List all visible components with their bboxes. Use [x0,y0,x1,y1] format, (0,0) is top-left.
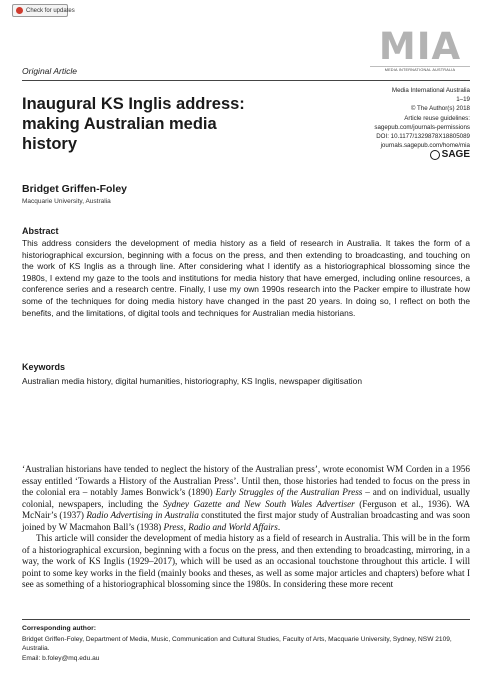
cited-title: Sydney Gazette and New South Wales Advertiser [162,498,355,509]
body-text: (Ferguson et al., 1936). WA McNair’s (1937) [22,498,470,520]
updates-label: Check for updates [26,7,75,14]
page-range: 1–19 [456,96,470,104]
check-for-updates-badge[interactable] [12,4,75,17]
article-body [22,464,470,591]
cited-title: Press, Radio and World Affairs [163,521,278,532]
correspondence-details [22,635,470,663]
cited-title: Radio Advertising in Australia [86,510,199,520]
author-affiliation: Macquarie University, Australia [22,198,111,205]
publication-info [290,86,470,150]
doi[interactable]: DOI: 10.1177/1329878X18805089 [376,133,470,141]
reuse-label: Article reuse guidelines: [404,114,470,122]
journal-link[interactable]: journals.sagepub.com/home/mia [380,142,470,150]
author-name: Bridget Griffen-Foley [22,183,128,195]
journal-logo [370,25,470,72]
publisher-name: SAGE [441,149,470,160]
body-text: constituted the first major study of Australian broadcasting and was soon joined by W Macmahon Ball’s (1938) [22,510,470,532]
body-text: ‘Australian historians have tended to neglect the history of the Australian press’, wrote economist WM Corden in a 1956 essay entitled ‘Towards a History of the Australian Press’. Until then, those histories had tended to focus on the press in the colonial era – notably James Bonwick’s (1890) [22,464,470,497]
abstract-heading: Abstract [22,226,59,236]
keywords-text: Australian media history, digital humanities, historiography, KS Inglis, newspaper digitisation [22,376,362,386]
journal-logo-mark: MIA [378,25,462,68]
reuse-link[interactable]: sagepub.com/journals-permissions [374,123,470,131]
header-divider [22,80,470,81]
publisher-logo [430,149,470,160]
updates-icon [16,7,23,14]
journal-name: Media International Australia [391,87,470,94]
correspondence-address: Bridget Griffen-Foley, Department of Media, Music, Communication and Cultural Studies, Faculty of Arts, Macquarie University, Sydney, NSW 2109, Australia. [22,636,452,653]
correspondence-email[interactable]: Email: b.foley@mq.edu.au [22,654,100,662]
body-paragraph-2: This article will consider the development of media history as a field of research in Australia. This will be in the form of a historiographical excursion, beginning with a focus on the press, and then extending to broadcasting, mirroring, in a way, the work of KS Inglis (1929–2017), which will be used as an occasional touchstone throughout this article. I will point to some key works in the field (mainly books and theses, as well as some major articles and chapters) before what I see as something of a historiographical blossoming since the 1980s. In considering these more recent [22,533,470,589]
journal-logo-subtitle: MEDIA INTERNATIONAL AUSTRALIA [370,66,470,72]
body-paragraph-1 [22,464,470,533]
body-text: . [277,521,281,532]
article-type: Original Article [22,66,77,76]
copyright: © The Author(s) 2018 [410,105,470,113]
keywords-heading: Keywords [22,362,66,372]
abstract-text: This address considers the development of media history as a field of research in Australia. It takes the form of a historiographical excursion, beginning with a focus on the press, and then extending to broadcasting, and touching on the work of KS Inglis as a through line. After considering what I identify as a historiographical blossoming since the 1980s, I extend my gaze to the tools and institutions for media history that have emerged, including online resources, a conference series and a research centre. Finally, I use my own 1990s research into the Packer empire to illustrate how some of the techniques for doing media history have changed in the past 20 years. In doing so, I reflect on both the benefits, and the limitations, of digital tools and techniques for Australian media historians. [22,238,470,318]
footnote-divider [22,619,470,620]
article-title: Inaugural KS Inglis address: making Australian media history [22,95,245,153]
sage-icon [430,150,440,160]
correspondence-heading: Corresponding author: [22,625,97,632]
cited-title: Early Struggles of the Australian Press [215,487,363,497]
body-text: – and on individual, usually colonial, newspapers, including the [22,487,471,509]
